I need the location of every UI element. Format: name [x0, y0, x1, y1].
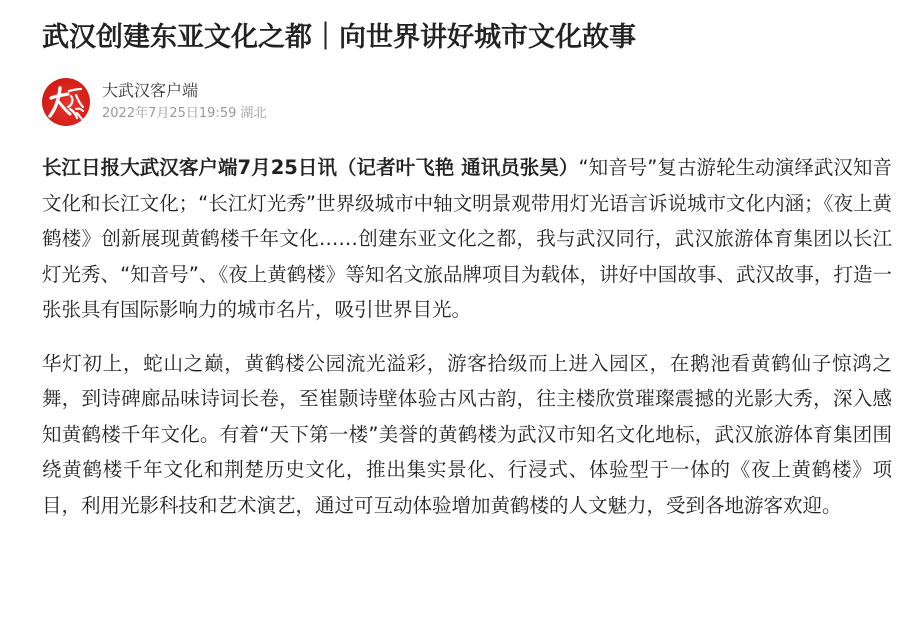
dateline-lead: 长江日报大武汉客户端7月25日讯（记者叶飞艳 通讯员张昊） — [42, 156, 579, 179]
publish-location: 湖北 — [240, 106, 267, 121]
paragraph-text: “知音号”复古游轮生动演绎武汉知音文化和长江文化；“长江灯光秀”世界级城市中轴文明景观带用灯光语言诉说城市文化内涵；《夜上黄鹤楼》创新展现黄鹤楼千年文化……创建东亚文化之都，我与武汉同行，武汉旅游体育集团以长江灯光秀、“知音号”、《夜上黄鹤楼》等知名文旅品牌项目为载体，讲好中国故事、武汉故事，打造一张张具有国际影响力的城市名片，吸引世界目光。 — [42, 156, 892, 321]
author-info — [42, 78, 542, 126]
author-avatar[interactable] — [42, 78, 90, 126]
article-paragraph — [42, 150, 892, 328]
author-name[interactable]: 大武汉客户端 — [102, 81, 199, 100]
article-paragraph — [42, 346, 892, 524]
article-body — [42, 150, 892, 541]
publish-date: 2022年7月25日19:59 — [102, 106, 237, 121]
avatar-calligraphy-logo — [42, 78, 90, 126]
publish-meta — [102, 105, 266, 123]
paragraph-text: 华灯初上，蛇山之巅，黄鹤楼公园流光溢彩，游客拾级而上进入园区，在鹅池看黄鹤仙子惊鸿之舞，到诗碑廊品味诗词长卷，至崔颢诗壁体验古风古韵，往主楼欣赏璀璨震撼的光影大秀，深入感知黄鹤楼千年文化。有着“天下第一楼”美誉的黄鹤楼为武汉市知名文化地标，武汉旅游体育集团围绕黄鹤楼千年文化和荆楚历史文化，推出集实景化、行浸式、体验型于一体的《夜上黄鹤楼》项目，利用光影科技和艺术演艺，通过可互动体验增加黄鹤楼的人文魅力，受到各地游客欢迎。 — [42, 351, 892, 517]
article-title: 武汉创建东亚文化之都｜向世界讲好城市文化故事 — [42, 22, 636, 53]
